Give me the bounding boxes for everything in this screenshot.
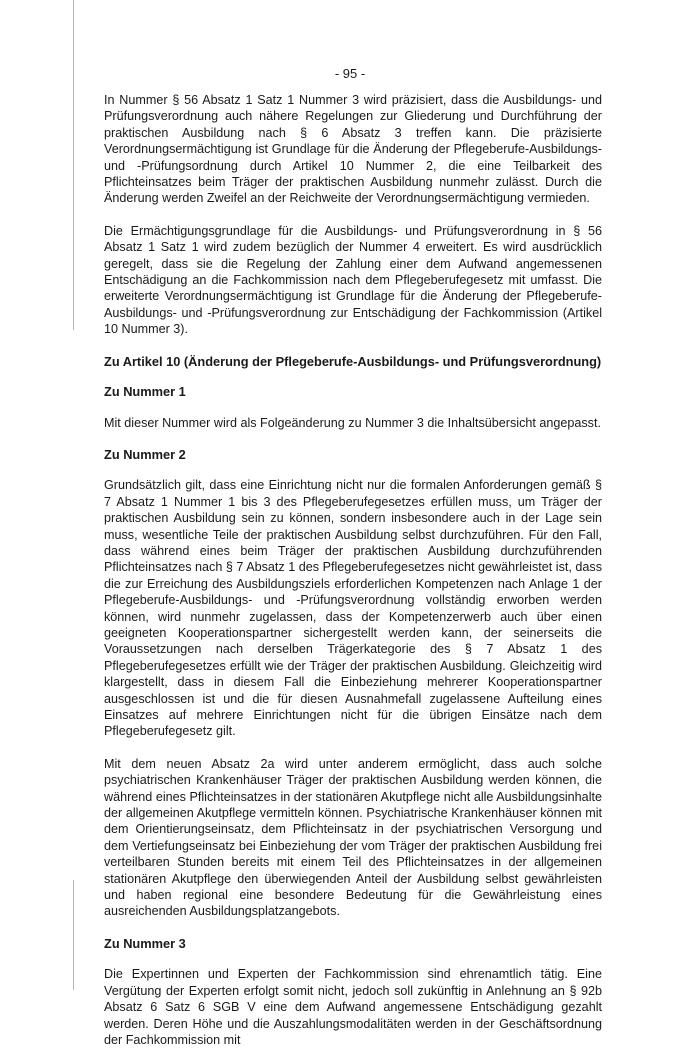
section-heading: Zu Artikel 10 (Änderung der Pflegeberufe-Ausbildungs- und Prüfungsverordnung)	[104, 353, 602, 369]
document-body	[104, 92, 602, 1064]
paragraph: Grundsätzlich gilt, dass eine Einrichtung nicht nur die formalen Anforderungen gemäß § 7 Absatz 1 Nummer 1 bis 3 des Pflegeberufegesetzes erfüllen muss, um Träger der praktischen Ausbildung sein zu können, sondern insbesondere auch in der Lage sein muss, wesentliche Teile der praktischen Ausbildung selbst durchzuführen. Für den Fall, dass während eines beim Träger der praktischen Ausbildung durchzuführenden Pflichteinsatzes nach § 7 Absatz 1 des Pflegeberufegesetzes nicht gewährleistet ist, dass die zur Erreichung des Ausbildungsziels erforderlichen Kompetenzen nach Anlage 1 der Pflegeberufe-Ausbildungs- und -Prüfungsverordnung vollständig erworben werden können, wird nunmehr zugelassen, dass der Kompetenzerwerb auch über einen geeigneten Kooperationspartner sichergestellt werden kann, der seinerseits die Voraussetzungen nach derselben Trägerkategorie des § 7 Absatz 1 des Pflegeberufegesetzes erfüllt wie der Träger der praktischen Ausbildung. Gleichzeitig wird klargestellt, dass in diesem Fall die Einbeziehung mehrerer Kooperationspartner ausgeschlossen ist und die für diesen Ausnahmefall zugelassene Aufteilung eines Einsatzes auf mehrere Einrichtungen nicht für die übrigen Einsätze nach dem Pflegeberufegesetz gilt.	[104, 478, 602, 739]
subsection-heading: Zu Nummer 2	[104, 446, 186, 462]
paragraph: Die Ermächtigungsgrundlage für die Ausbildungs- und Prüfungsverordnung in § 56 Absatz 1 Satz 1 wird zudem bezüglich der Nummer 4 erweitert. Es wird ausdrücklich geregelt, dass sie die Regelung der Zahlung einer dem Aufwand angemessenen Entschädigung an die Fachkommission nach dem Pflegeberufegesetz mit umfasst. Die erweiterte Verordnungsermächtigung ist Grundlage für die Änderung der Pflegeberufe-Ausbildungs- und -Prüfungsverordnung zur Entschädigung der Fachkommission (Artikel 10 Nummer 3).	[104, 223, 602, 337]
paragraph: Die Expertinnen und Experten der Fachkommission sind ehrenamtlich tätig. Eine Vergütung der Experten erfolgt somit nicht, jedoch soll zukünftig in Anlehnung an § 92b Absatz 6 Satz 6 SGB V eine dem Aufwand angemessene Entschädigung gezahlt werden. Deren Höhe und die Auszahlungsmodalitäten werden in der Geschäftsordnung der Fachkommission mit	[104, 967, 602, 1047]
subsection-heading: Zu Nummer 3	[104, 935, 186, 951]
scan-margin-line	[73, 0, 74, 330]
paragraph: In Nummer § 56 Absatz 1 Satz 1 Nummer 3 wird präzisiert, dass die Ausbildungs- und Prüfungsverordnung auch nähere Regelungen zur Gliederung und Durchführung der praktischen Ausbildung nach § 6 Absatz 3 treffen kann. Die präzisierte Verordnungsermächtigung ist Grundlage für die Änderung der Pflegeberufe-Ausbildungs- und -Prüfungsordnung durch Artikel 10 Nummer 2, die eine Teilbarkeit des Pflichteinsatzes beim Träger der praktischen Ausbildung nunmehr zulässt. Durch die Änderung werden Zweifel an der Reichweite der Verordnungsermächtigung vermieden.	[104, 93, 602, 206]
scan-margin-line	[73, 880, 74, 990]
subsection-heading: Zu Nummer 1	[104, 384, 186, 400]
page-number: - 95 -	[334, 66, 366, 81]
paragraph: Mit dieser Nummer wird als Folgeänderung zu Nummer 3 die Inhaltsübersicht angepasst.	[104, 415, 601, 430]
paragraph: Mit dem neuen Absatz 2a wird unter anderem ermöglicht, dass auch solche psychiatrischen Krankenhäuser Träger der praktischen Ausbildung werden können, die während eines Pflichteinsatzes in der stationären Akutpflege nicht alle Ausbildungsinhalte der allgemeinen Akutpflege vermitteln können. Psychiatrische Krankenhäuser können mit dem Orientierungseinsatz, dem Pflichteinsatz in der psychiatrischen Versorgung und dem Vertiefungseinsatz bei Einbeziehung der vom Träger der praktischen Ausbildung frei verteilbaren Stunden bereits mit einem Teil des Pflichteinsatzes in der allgemeinen stationären Akutpflege den überwiegenden Anteil der Ausbildung selbst gewährleisten und haben regional eine besondere Bedeutung für die Gewährleistung eines ausreichenden Ausbildungsplatzangebots.	[104, 756, 602, 919]
